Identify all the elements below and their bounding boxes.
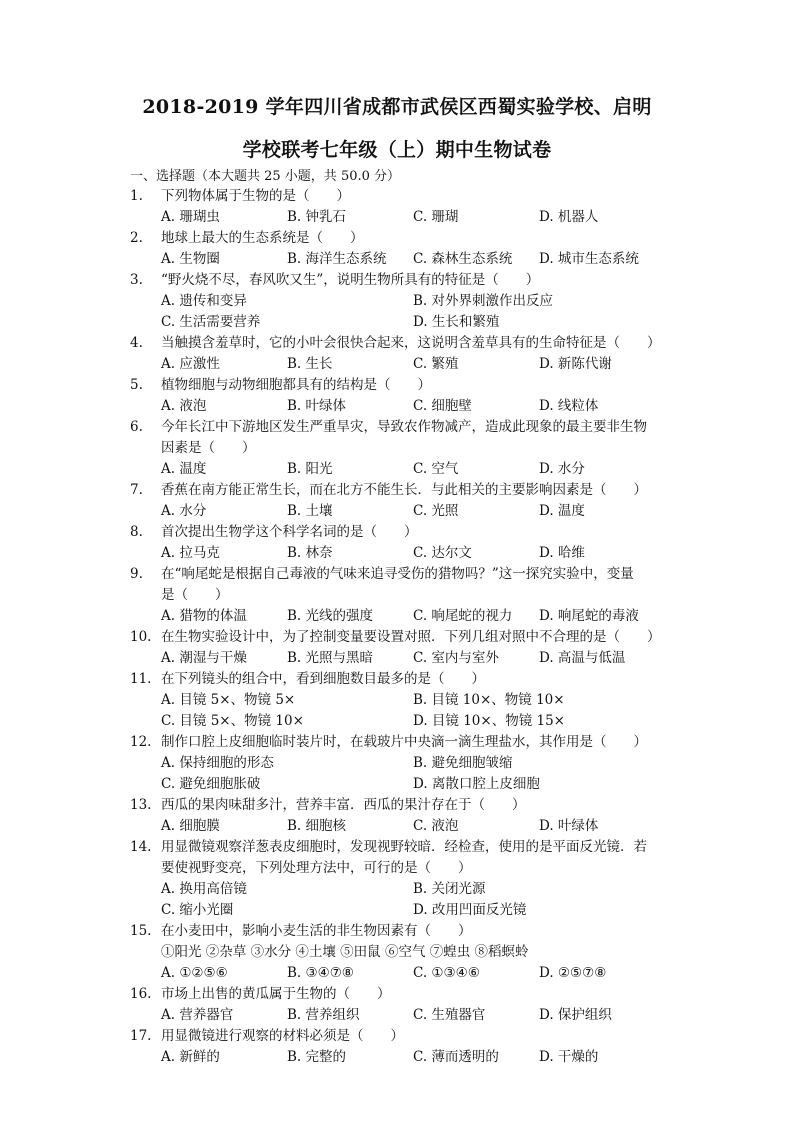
question-stem-line: [130, 837, 670, 858]
question-number: 17.: [130, 1028, 152, 1044]
options-row: [130, 312, 670, 333]
option-c: C. 室内与室外: [413, 650, 499, 666]
options-row: [130, 963, 670, 984]
question-stem-line: [130, 438, 670, 459]
option-c: C. 空气: [413, 461, 459, 477]
option-b: B. 阳光: [287, 461, 333, 477]
question-stem-line: [130, 480, 670, 501]
question-number: 5.: [130, 377, 143, 393]
question-number: 2.: [130, 230, 143, 246]
question-stem-line: [130, 270, 670, 291]
option-a: A. 应激性: [161, 356, 220, 372]
option-d: D. 新陈代谢: [539, 356, 612, 372]
option-c: C. 达尔文: [413, 545, 472, 561]
option-b: B. ③④⑦⑧: [287, 965, 354, 981]
option-d: D. 温度: [539, 503, 585, 519]
options-row: [130, 648, 670, 669]
question-stem-line: [130, 522, 670, 543]
question-stem-line: [130, 333, 670, 354]
option-b: B. 林奈: [287, 545, 333, 561]
question-number: 9.: [130, 566, 143, 582]
question-text: 下列物体属于生物的是（ ）: [161, 188, 350, 204]
question-stem-line: [130, 228, 670, 249]
option-b: B. 海洋生态系统: [287, 251, 387, 267]
option-b: B. 光线的强度: [287, 608, 374, 624]
question-number: 1.: [130, 188, 143, 204]
question-number: 4.: [130, 335, 143, 351]
question-text: 首次提出生物学这个科学名词的是（ ）: [161, 524, 418, 540]
option-a: A. 遗传和变异: [161, 293, 247, 309]
question-number: 12.: [130, 734, 152, 750]
question-stem-line: [130, 1026, 670, 1047]
options-row: [130, 816, 670, 837]
question-text: 市场上出售的黄瓜属于生物的（ ）: [161, 986, 391, 1002]
option-b: B. 叶绿体: [287, 398, 347, 414]
options-row: [130, 606, 670, 627]
question-text: 制作口腔上皮细胞临时装片时，在载玻片中央滴一滴生理盐水，其作用是（ ）: [161, 734, 647, 750]
question-item: [130, 270, 670, 333]
options-row: [130, 459, 670, 480]
question-item: [130, 732, 670, 795]
option-a: A. 水分: [161, 503, 207, 519]
question-text: 用显微镜进行观察的材料必须是（ ）: [161, 1028, 404, 1044]
question-item: [130, 480, 670, 522]
option-c: C. 缩小光圈: [161, 902, 234, 918]
option-b: B. 完整的: [287, 1049, 347, 1065]
option-b: B. 关闭光源: [413, 881, 486, 897]
option-c: C. 森林生态系统: [413, 251, 513, 267]
option-d: D. 改用凹面反光镜: [413, 902, 527, 918]
option-a: A. 保持细胞的形态: [161, 755, 274, 771]
option-d: D. 生长和繁殖: [413, 314, 500, 330]
question-number: 6.: [130, 419, 143, 435]
option-c: C. 生活需要营养: [161, 314, 261, 330]
question-item: [130, 417, 670, 480]
option-a: A. 拉马克: [161, 545, 220, 561]
question-text: 用显微镜观察洋葱表皮细胞时，发现视野较暗．经检查，使用的是平面反光镜．若: [161, 839, 647, 855]
question-stem-line: [130, 858, 670, 879]
option-c: C. 细胞壁: [413, 398, 472, 414]
option-b: B. 细胞核: [287, 818, 347, 834]
option-c: C. 繁殖: [413, 356, 459, 372]
question-stem-line: [130, 564, 670, 585]
question-number: 8.: [130, 524, 143, 540]
options-row: [130, 207, 670, 228]
option-d: D. 目镜 10×、物镜 15×: [413, 713, 565, 729]
question-text: 是（ ）: [161, 587, 229, 603]
option-c: C. 生殖器官: [413, 1007, 486, 1023]
question-item: [130, 375, 670, 417]
question-stem-line: [130, 984, 670, 1005]
question-stem-line: [130, 417, 670, 438]
question-number: 13.: [130, 797, 152, 813]
question-number: 16.: [130, 986, 152, 1002]
option-c: C. 目镜 5×、物镜 10×: [161, 713, 304, 729]
option-a: A. 营养器官: [161, 1007, 234, 1023]
question-item: [130, 795, 670, 837]
option-a: A. 潮湿与干燥: [161, 650, 247, 666]
option-b: B. 营养组织: [287, 1007, 360, 1023]
question-text: 在下列镜头的组合中，看到细胞数目最多的是（ ）: [161, 671, 485, 687]
option-b: B. 钟乳石: [287, 209, 347, 225]
option-a: A. 生物圈: [161, 251, 220, 267]
options-row: [130, 396, 670, 417]
options-row: [130, 1005, 670, 1026]
option-c: C. 液泡: [413, 818, 459, 834]
question-item: [130, 627, 670, 669]
option-d: D. 保护组织: [539, 1007, 612, 1023]
question-number: 10.: [130, 629, 152, 645]
option-d: D. 干燥的: [539, 1049, 599, 1065]
question-stem-line: [130, 186, 670, 207]
options-row: [130, 543, 670, 564]
question-number: 7.: [130, 482, 143, 498]
exam-title-line-1: 2018-2019 学年四川省成都市武侯区西蜀实验学校、启明: [142, 96, 652, 118]
option-c: C. 避免细胞胀破: [161, 776, 261, 792]
options-row: [130, 1047, 670, 1068]
question-item: [130, 1026, 670, 1068]
section-heading: 一、选择题（本大题共 25 小题，共 50.0 分）: [130, 169, 401, 184]
question-number: 11.: [130, 671, 152, 687]
question-text: 植物细胞与动物细胞都具有的结构是（ ）: [161, 377, 431, 393]
question-item: [130, 921, 670, 984]
question-item: [130, 984, 670, 1026]
option-a: A. 珊瑚虫: [161, 209, 220, 225]
question-number: 3.: [130, 272, 143, 288]
question-text: 要使视野变亮，下列处理方法中，可行的是（ ）: [161, 860, 472, 876]
option-a: A. ①②⑤⑥: [161, 965, 228, 981]
question-stem-line: [130, 921, 670, 942]
option-c: C. 响尾蛇的视力: [413, 608, 513, 624]
question-stem-line: [130, 942, 670, 963]
options-row: [130, 900, 670, 921]
option-d: D. 离散口腔上皮细胞: [413, 776, 540, 792]
question-text: “野火烧不尽，春风吹又生”，说明生物所具有的特征是（ ）: [161, 272, 540, 288]
option-d: D. 城市生态系统: [539, 251, 639, 267]
question-list: [130, 186, 670, 1068]
question-text: 当触摸含羞草时，它的小叶会很快合起来，这说明含羞草具有的生命特征是（ ）: [161, 335, 661, 351]
question-stem-line: [130, 795, 670, 816]
question-text: 在“响尾蛇是根据自己毒液的气味来追寻受伤的猎物吗？”这一探究实验中，变量: [161, 566, 634, 582]
option-d: D. 响尾蛇的毒液: [539, 608, 639, 624]
option-a: A. 目镜 5×、物镜 5×: [161, 692, 296, 708]
question-item: [130, 186, 670, 228]
option-b: B. 光照与黑暗: [287, 650, 374, 666]
option-a: A. 细胞膜: [161, 818, 220, 834]
option-c: C. 珊瑚: [413, 209, 459, 225]
option-a: A. 猎物的体温: [161, 608, 247, 624]
option-d: D. 高温与低温: [539, 650, 626, 666]
option-a: A. 温度: [161, 461, 207, 477]
question-text: 因素是（ ）: [161, 440, 256, 456]
option-c: C. 光照: [413, 503, 459, 519]
options-row: [130, 879, 670, 900]
question-stem-line: [130, 375, 670, 396]
option-d: D. 机器人: [539, 209, 599, 225]
option-b: B. 生长: [287, 356, 333, 372]
option-a: A. 液泡: [161, 398, 207, 414]
option-b: B. 对外界刺激作出反应: [413, 293, 554, 309]
question-text: 香蕉在南方能正常生长，而在北方不能生长．与此相关的主要影响因素是（ ）: [161, 482, 647, 498]
option-d: D. 线粒体: [539, 398, 599, 414]
question-text: ①阳光 ②杂草 ③水分 ④土壤 ⑤田鼠 ⑥空气 ⑦蝗虫 ⑧稻螟蛉: [161, 944, 529, 960]
options-row: [130, 690, 670, 711]
question-item: [130, 564, 670, 627]
question-stem-line: [130, 585, 670, 606]
option-c: C. 薄而透明的: [413, 1049, 499, 1065]
exam-title-line-2: 学校联考七年级（上）期中生物试卷: [242, 139, 552, 161]
question-text: 地球上最大的生态系统是（ ）: [161, 230, 364, 246]
question-item: [130, 228, 670, 270]
question-stem-line: [130, 732, 670, 753]
question-stem-line: [130, 669, 670, 690]
question-item: [130, 669, 670, 732]
question-number: 15.: [130, 923, 152, 939]
question-text: 西瓜的果肉味甜多汁，营养丰富．西瓜的果汁存在于（ ）: [161, 797, 526, 813]
option-d: D. ②⑤⑦⑧: [539, 965, 607, 981]
option-d: D. 叶绿体: [539, 818, 599, 834]
question-number: 14.: [130, 839, 152, 855]
option-b: B. 避免细胞皱缩: [413, 755, 513, 771]
options-row: [130, 774, 670, 795]
option-b: B. 目镜 10×、物镜 10×: [413, 692, 565, 708]
options-row: [130, 249, 670, 270]
question-text: 今年长江中下游地区发生严重旱灾，导致农作物减产，造成此现象的最主要非生物: [161, 419, 647, 435]
question-item: [130, 837, 670, 921]
options-row: [130, 291, 670, 312]
question-item: [130, 333, 670, 375]
options-row: [130, 753, 670, 774]
question-stem-line: [130, 627, 670, 648]
option-a: A. 新鲜的: [161, 1049, 220, 1065]
question-item: [130, 522, 670, 564]
option-c: C. ①③④⑥: [413, 965, 480, 981]
option-d: D. 水分: [539, 461, 585, 477]
options-row: [130, 711, 670, 732]
question-text: 在小麦田中，影响小麦生活的非生物因素有（ ）: [161, 923, 472, 939]
option-d: D. 哈维: [539, 545, 585, 561]
options-row: [130, 354, 670, 375]
options-row: [130, 501, 670, 522]
option-a: A. 换用高倍镜: [161, 881, 247, 897]
question-text: 在生物实验设计中，为了控制变量要设置对照．下列几组对照中不合理的是（ ）: [161, 629, 661, 645]
option-b: B. 土壤: [287, 503, 333, 519]
